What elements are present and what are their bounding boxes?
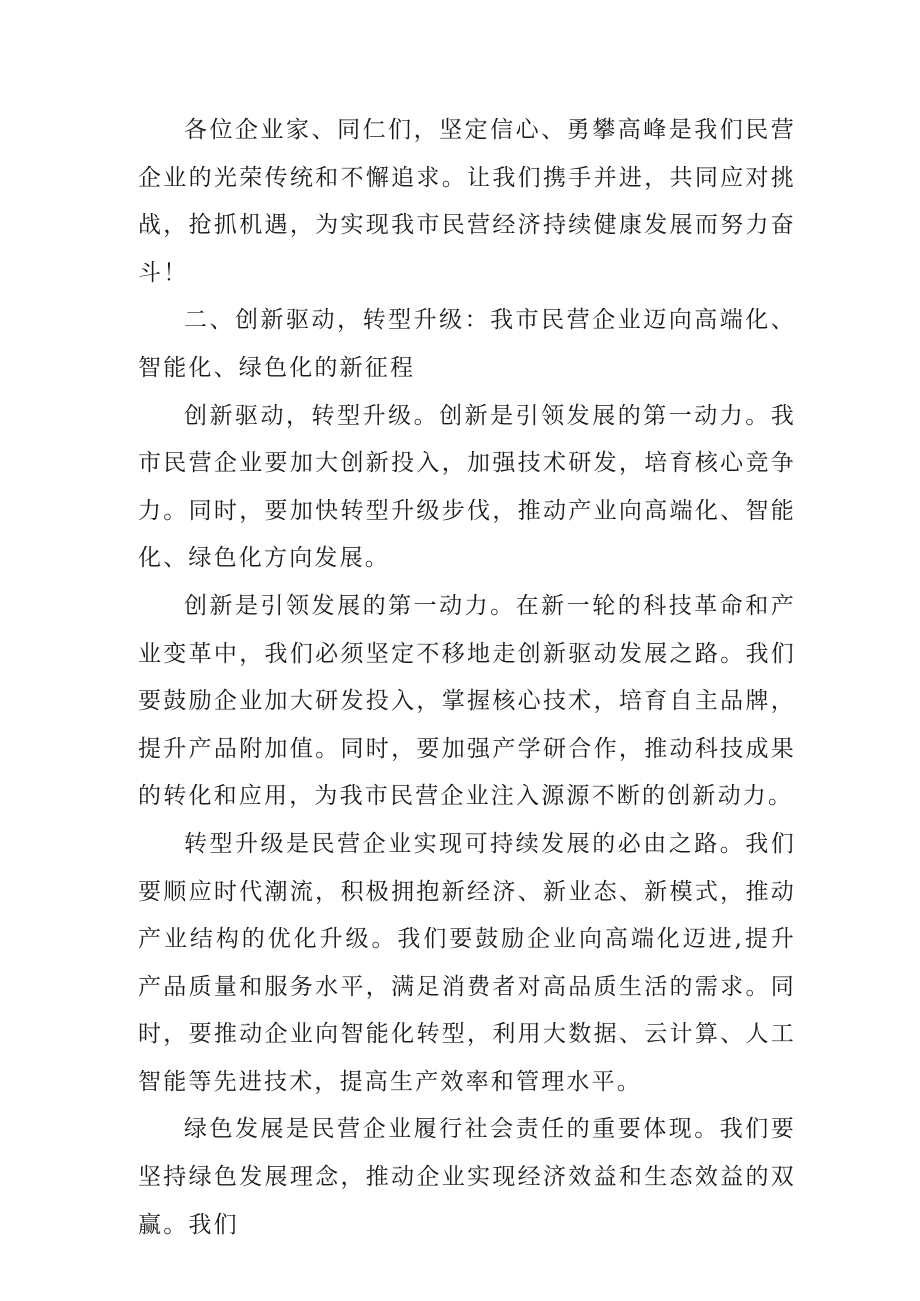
innovation-paragraph: 创新是引领发展的第一动力。在新一轮的科技革命和产业变革中，我们必须坚定不移地走创新驱动发展之路。我们要鼓励企业加大研发投入，掌握核心技术，培育自主品牌，提升产品附加值。同时，要加强产学研合作，推动科技成果的转化和应用，为我市民营企业注入源源不断的创新动力。 <box>138 592 796 810</box>
green-development-paragraph: 绿色发展是民营企业履行社会责任的重要体现。我们要坚持绿色发展理念，推动企业实现经济效益和生态效益的双赢。我们 <box>138 1116 796 1238</box>
document-page <box>138 107 796 1249</box>
section-heading: 二、创新驱动，转型升级：我市民营企业迈向高端化、智能化、绿色化的新征程 <box>138 307 796 381</box>
innovation-intro-paragraph: 创新驱动，转型升级。创新是引领发展的第一动力。我市民营企业要加大创新投入，加强技术研发，培育核心竞争力。同时，要加快转型升级步伐，推动产业向高端化、智能化、绿色化方向发展。 <box>138 402 796 572</box>
transformation-paragraph: 转型升级是民营企业实现可持续发展的必由之路。我们要顺应时代潮流，积极拥抱新经济、新业态、新模式，推动产业结构的优化升级。我们要鼓励企业向高端化迈进,提升产品质量和服务水平，满足消费者对高品质生活的需求。同时，要推动企业向智能化转型，利用大数据、云计算、人工智能等先进技术，提高生产效率和管理水平。 <box>138 830 796 1095</box>
closing-paragraph: 各位企业家、同仁们，坚定信心、勇攀高峰是我们民营企业的光荣传统和不懈追求。让我们携手并进，共同应对挑战，抢抓机遇，为实现我市民营经济持续健康发展而努力奋斗！ <box>138 117 796 286</box>
